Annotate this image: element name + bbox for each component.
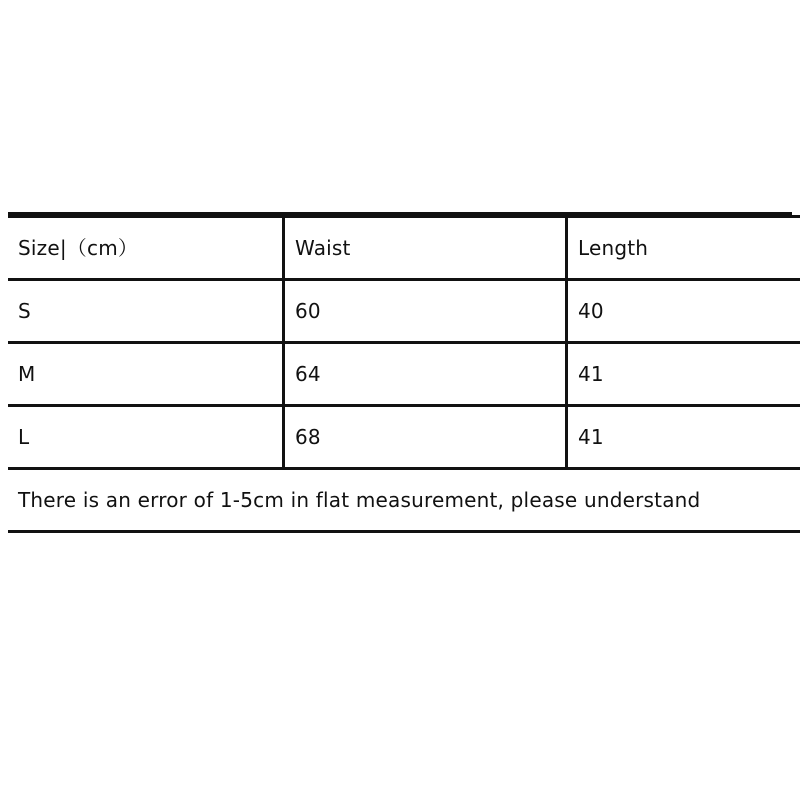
cell-waist-value: 60 bbox=[295, 299, 321, 323]
header-size-label: Size|（cm） bbox=[18, 236, 139, 260]
cell-waist-value: 68 bbox=[295, 425, 321, 449]
cell-size-value: M bbox=[18, 362, 36, 386]
table-note-row bbox=[8, 469, 800, 532]
cell-length-value: 40 bbox=[578, 299, 604, 323]
header-cell-length bbox=[567, 217, 800, 280]
cell-waist-value: 64 bbox=[295, 362, 321, 386]
table-row bbox=[8, 406, 800, 469]
table-row bbox=[8, 280, 800, 343]
header-length-label: Length bbox=[578, 236, 649, 260]
cell-length-value: 41 bbox=[578, 362, 604, 386]
cell-length bbox=[567, 406, 800, 469]
cell-length bbox=[567, 343, 800, 406]
measurement-note bbox=[8, 469, 800, 532]
cell-size bbox=[8, 280, 284, 343]
cell-size bbox=[8, 406, 284, 469]
cell-length-value: 41 bbox=[578, 425, 604, 449]
cell-length bbox=[567, 280, 800, 343]
header-cell-waist bbox=[284, 217, 567, 280]
cell-waist bbox=[284, 280, 567, 343]
cell-waist bbox=[284, 406, 567, 469]
cell-size-value: L bbox=[18, 425, 30, 449]
header-cell-size bbox=[8, 217, 284, 280]
cell-size-value: S bbox=[18, 299, 31, 323]
table-header-row bbox=[8, 217, 800, 280]
table-row bbox=[8, 343, 800, 406]
size-chart bbox=[0, 212, 800, 533]
measurement-note-text: There is an error of 1-5cm in flat measurement, please understand bbox=[18, 488, 701, 512]
header-waist-label: Waist bbox=[295, 236, 351, 260]
size-table bbox=[8, 215, 800, 533]
cell-size bbox=[8, 343, 284, 406]
cell-waist bbox=[284, 343, 567, 406]
